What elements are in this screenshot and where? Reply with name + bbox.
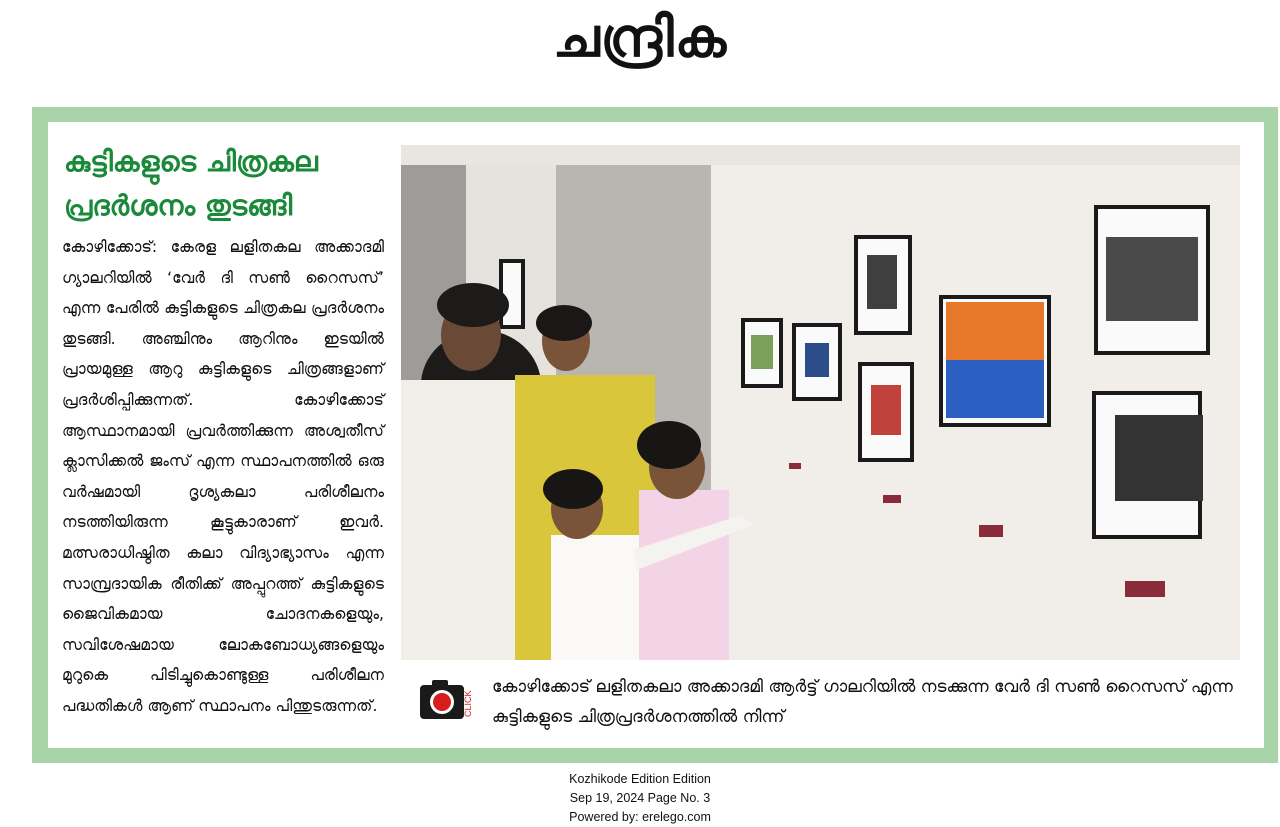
newspaper-title: ചന്ദ്രിക (552, 6, 728, 69)
footer (0, 770, 1280, 827)
article-body: കോഴിക്കോട്: കേരള ലളിതകല അക്കാദമി ഗ്യാലറിയിൽ ‘വേർ ദി സൺ റൈസസ്’ എന്ന പേരിൽ കുട്ടികളുടെ ചിത്രകല പ്രദർശനം തുടങ്ങി. അഞ്ചിനും ആറിനും ഇടയിൽ പ്രായമുള്ള ആറു കുട്ടികളുടെ ചിത്രങ്ങളാണ് പ്രദർശിപ്പിക്കുന്നത്. കോഴിക്കോട് ആസ്ഥാനമായി പ്രവർത്തിക്കുന്ന അശ്വതീസ് ക്ലാസിക്കൽ ജംസ് എന്ന സ്ഥാപനത്തിൽ ഒരു വർഷമായി ദൃശ്യകലാ പരിശീലനം നടത്തിയിരുന്ന കൂട്ടുകാരാണ് ഇവർ. മത്സരാധിഷ്ഠിത കലാ വിദ്യാഭ്യാസം എന്ന സാമ്പ്രദായിക രീതിക്ക് അപ്പുറത്ത് കുട്ടികളുടെ ജൈവികമായ ചോദനകളെയും, സവിശേഷമായ ലോകബോധ്യങ്ങളെയും മുറുകെ പിടിച്ചുകൊണ്ടുള്ള പരിശീലന പദ്ധതികൾ ആണ് സ്ഥാപനം പിന്തുടരുന്നത്. (62, 238, 384, 715)
footer-date-page: Sep 19, 2024 Page No. 3 (569, 791, 711, 805)
masthead (0, 0, 1280, 100)
camera-icon (420, 677, 476, 721)
footer-edition: Kozhikode Edition Edition (569, 772, 711, 786)
article-photo (401, 145, 1240, 660)
click-label: CLICK (463, 690, 473, 717)
photo-caption: കോഴിക്കോട് ലളിതകലാ അക്കാദമി ആർട്ട് ഗാലറിയിൽ നടക്കുന്ന വേർ ദി സൺ റൈസസ് എന്ന കുട്ടികളുടെ ചിത്രപ്രദർശനത്തിൽ നിന്ന് (492, 677, 1233, 727)
article-headline: കുട്ടികളുടെ ചിത്രകല പ്രദർശനം തുടങ്ങി (64, 145, 318, 222)
footer-powered-by[interactable]: Powered by: erelego.com (569, 810, 711, 824)
